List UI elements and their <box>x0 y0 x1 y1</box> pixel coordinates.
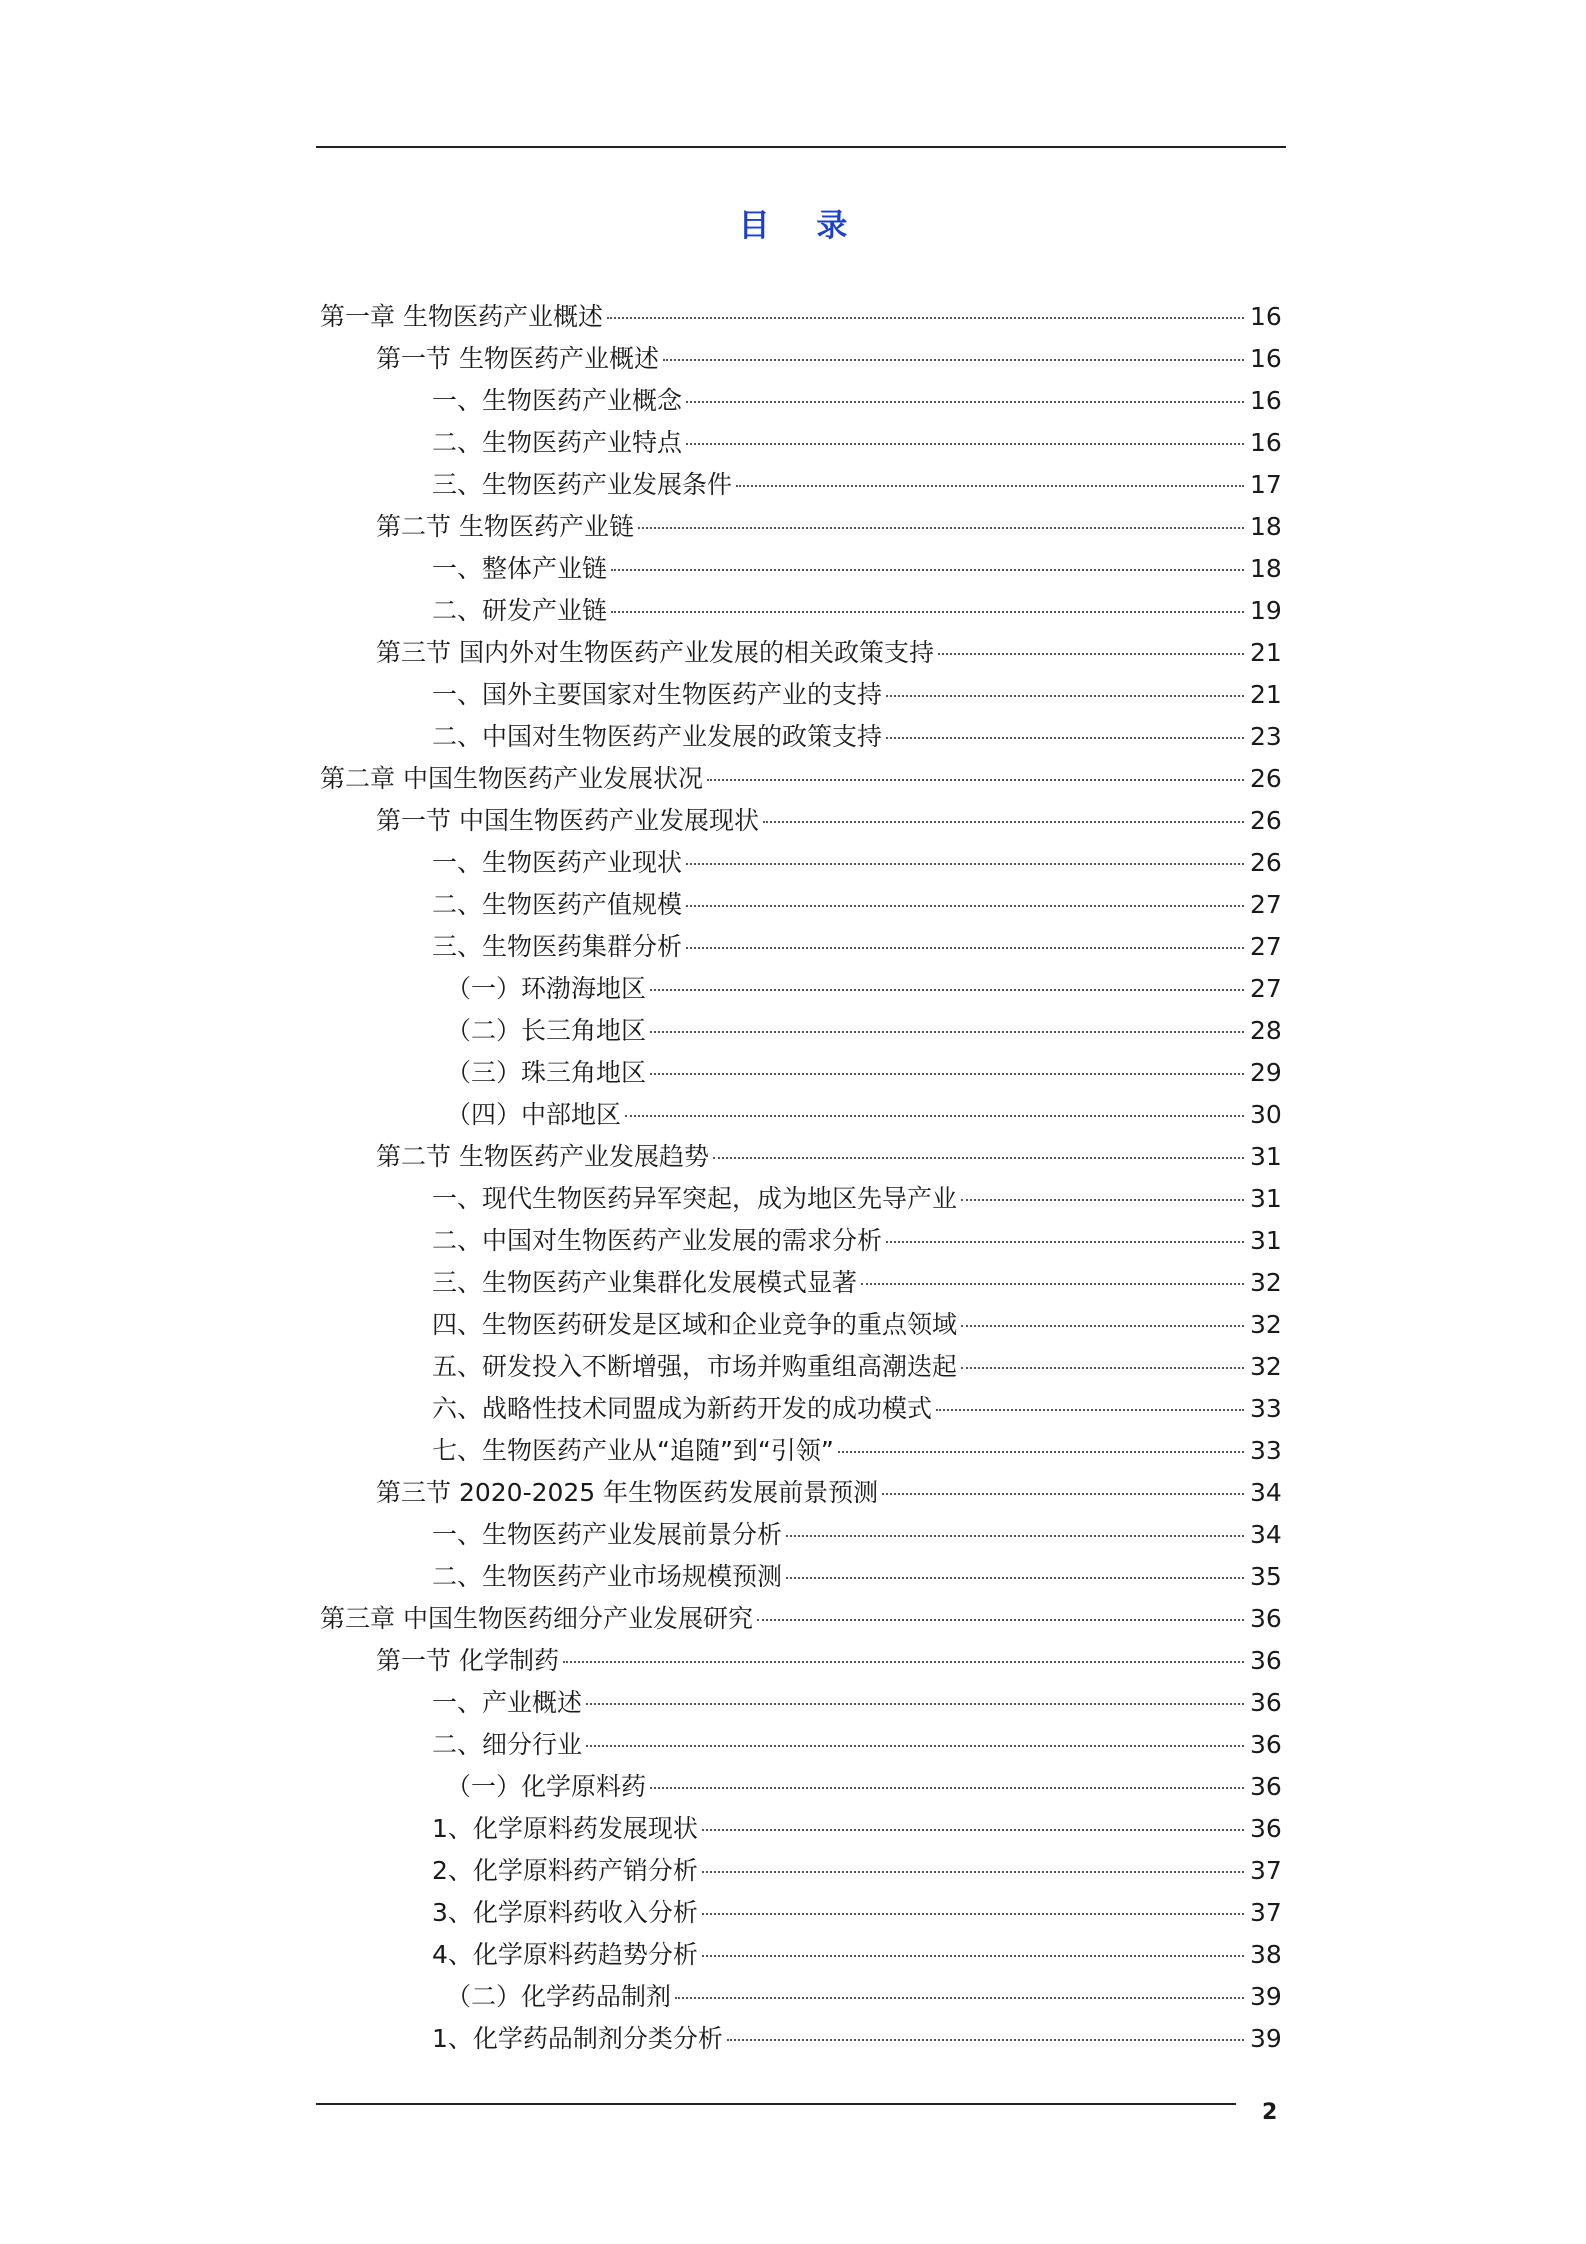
toc-entry-label: 四、生物医药研发是区域和企业竞争的重点领域 <box>432 1310 958 1339</box>
toc-entry-page: 16 <box>1250 302 1282 331</box>
toc-entry[interactable] <box>432 380 1280 422</box>
dot-leader <box>686 947 1244 949</box>
page-title: 目 录 <box>738 208 866 244</box>
toc-entry-page: 36 <box>1250 1730 1282 1759</box>
toc-entry[interactable] <box>320 1598 1280 1640</box>
dot-leader <box>686 863 1244 865</box>
toc-entry-label: 一、现代生物医药异军突起，成为地区先导产业 <box>432 1184 958 1213</box>
toc-entry-page: 33 <box>1250 1394 1282 1423</box>
toc-entry-label: 1、化学原料药发展现状 <box>432 1814 698 1843</box>
toc-entry-page: 37 <box>1250 1856 1282 1885</box>
toc-entry-page: 36 <box>1250 1688 1282 1717</box>
dot-leader <box>686 401 1244 403</box>
toc-entry[interactable] <box>432 1346 1280 1388</box>
toc-entry-page: 18 <box>1250 512 1282 541</box>
toc-entry[interactable] <box>446 1094 1280 1136</box>
dot-leader <box>886 737 1244 739</box>
toc-entry-page: 26 <box>1250 848 1282 877</box>
toc-entry[interactable] <box>432 674 1280 716</box>
toc-entry-page: 32 <box>1250 1352 1282 1381</box>
toc-entry-label: 第二章 中国生物医药产业发展状况 <box>320 764 703 793</box>
toc-entry-page: 38 <box>1250 1940 1282 1969</box>
toc-entry[interactable] <box>432 1430 1280 1472</box>
dot-leader <box>611 569 1244 571</box>
toc-entry-page: 36 <box>1250 1646 1282 1675</box>
toc-entry-page: 32 <box>1250 1310 1282 1339</box>
toc-entry[interactable] <box>432 1556 1280 1598</box>
toc-entry-label: 二、中国对生物医药产业发展的需求分析 <box>432 1226 883 1255</box>
toc-entry-page: 16 <box>1250 386 1282 415</box>
dot-leader <box>650 989 1244 991</box>
dot-leader <box>757 1619 1244 1621</box>
toc-entry-page: 16 <box>1250 428 1282 457</box>
toc-entry-label: 第二节 生物医药产业发展趋势 <box>376 1142 709 1171</box>
toc-entry-page: 39 <box>1250 2024 1282 2053</box>
toc-entry[interactable] <box>320 758 1280 800</box>
toc-entry[interactable] <box>446 968 1280 1010</box>
toc-entry-label: 第一节 中国生物医药产业发展现状 <box>376 806 759 835</box>
toc-entry-label: （二）长三角地区 <box>446 1016 647 1045</box>
toc-entry-page: 26 <box>1250 764 1282 793</box>
toc-entry-label: 七、生物医药产业从“追随”到“引领” <box>432 1436 834 1465</box>
dot-leader <box>936 1409 1244 1411</box>
toc-entry-label: 二、中国对生物医药产业发展的政策支持 <box>432 722 883 751</box>
toc-entry-page: 34 <box>1250 1478 1282 1507</box>
toc-entry-page: 27 <box>1250 890 1282 919</box>
toc-entry[interactable] <box>376 506 1280 548</box>
toc-entry-page: 16 <box>1250 344 1282 373</box>
toc-entry-label: 二、生物医药产业市场规模预测 <box>432 1562 783 1591</box>
dot-leader <box>650 1073 1244 1075</box>
toc-entry-label: 1、化学药品制剂分类分析 <box>432 2024 723 2053</box>
toc-entry[interactable] <box>432 1178 1280 1220</box>
dot-leader <box>702 1955 1244 1957</box>
toc-entry[interactable] <box>432 926 1280 968</box>
dot-leader <box>961 1367 1244 1369</box>
header-rule <box>316 146 1286 148</box>
toc-entry[interactable] <box>432 422 1280 464</box>
dot-leader <box>586 1745 1244 1747</box>
toc-entry[interactable] <box>432 1724 1280 1766</box>
table-of-contents <box>0 296 1586 2060</box>
toc-entry[interactable] <box>432 548 1280 590</box>
toc-entry-label: 三、生物医药产业集群化发展模式显著 <box>432 1268 858 1297</box>
dot-leader <box>586 1703 1244 1705</box>
toc-entry-label: 二、生物医药产值规模 <box>432 890 683 919</box>
toc-entry-label: 二、研发产业链 <box>432 596 608 625</box>
toc-entry-label: 第一章 生物医药产业概述 <box>320 302 603 331</box>
toc-entry[interactable] <box>432 1220 1280 1262</box>
toc-entry-label: 第三节 2020-2025 年生物医药发展前景预测 <box>376 1478 879 1507</box>
toc-entry-page: 29 <box>1250 1058 1282 1087</box>
dot-leader <box>702 1913 1244 1915</box>
dot-leader <box>861 1283 1244 1285</box>
toc-entry-page: 30 <box>1250 1100 1282 1129</box>
dot-leader <box>686 905 1244 907</box>
toc-entry[interactable] <box>446 1052 1280 1094</box>
toc-entry[interactable] <box>376 338 1280 380</box>
toc-entry-page: 35 <box>1250 1562 1282 1591</box>
toc-entry-label: 一、国外主要国家对生物医药产业的支持 <box>432 680 883 709</box>
toc-entry[interactable] <box>320 296 1280 338</box>
toc-entry-page: 27 <box>1250 974 1282 1003</box>
dot-leader <box>607 317 1244 319</box>
page-number: 2 <box>1262 2100 1278 2125</box>
dot-leader <box>650 1031 1244 1033</box>
toc-entry[interactable] <box>432 1808 1280 1850</box>
toc-entry-label: （二）化学药品制剂 <box>446 1982 672 2011</box>
toc-entry[interactable] <box>376 800 1280 842</box>
toc-entry-label: 一、生物医药产业发展前景分析 <box>432 1520 783 1549</box>
toc-entry-label: 一、整体产业链 <box>432 554 608 583</box>
toc-entry-label: 一、产业概述 <box>432 1688 583 1717</box>
dot-leader <box>638 527 1244 529</box>
toc-entry-label: 第三章 中国生物医药细分产业发展研究 <box>320 1604 753 1633</box>
toc-entry[interactable] <box>432 716 1280 758</box>
dot-leader <box>663 359 1244 361</box>
toc-entry-page: 21 <box>1250 680 1282 709</box>
toc-entry-page: 36 <box>1250 1814 1282 1843</box>
toc-entry[interactable] <box>446 1010 1280 1052</box>
toc-entry-page: 31 <box>1250 1184 1282 1213</box>
toc-entry[interactable] <box>432 590 1280 632</box>
toc-entry[interactable] <box>432 464 1280 506</box>
toc-entry[interactable] <box>432 1388 1280 1430</box>
dot-leader <box>886 1241 1244 1243</box>
dot-leader <box>702 1829 1244 1831</box>
toc-entry-label: 3、化学原料药收入分析 <box>432 1898 698 1927</box>
footer-rule <box>316 2103 1236 2105</box>
toc-entry[interactable] <box>432 1892 1280 1934</box>
dot-leader <box>786 1577 1244 1579</box>
dot-leader <box>838 1451 1244 1453</box>
toc-entry[interactable] <box>432 884 1280 926</box>
dot-leader <box>650 1787 1244 1789</box>
dot-leader <box>736 485 1244 487</box>
dot-leader <box>713 1157 1244 1159</box>
dot-leader <box>702 1871 1244 1873</box>
toc-entry-page: 21 <box>1250 638 1282 667</box>
toc-entry[interactable] <box>432 842 1280 884</box>
toc-entry[interactable] <box>432 2018 1280 2060</box>
toc-entry[interactable] <box>376 1136 1280 1178</box>
toc-entry-label: 第二节 生物医药产业链 <box>376 512 634 541</box>
toc-entry-label: 六、战略性技术同盟成为新药开发的成功模式 <box>432 1394 933 1423</box>
toc-entry-label: 第一节 化学制药 <box>376 1646 559 1675</box>
toc-entry-page: 33 <box>1250 1436 1282 1465</box>
dot-leader <box>786 1535 1244 1537</box>
toc-entry-label: 第三节 国内外对生物医药产业发展的相关政策支持 <box>376 638 934 667</box>
toc-entry[interactable] <box>446 1976 1280 2018</box>
toc-entry-page: 23 <box>1250 722 1282 751</box>
toc-entry-label: 三、生物医药集群分析 <box>432 932 683 961</box>
dot-leader <box>675 1997 1244 1999</box>
toc-entry-page: 17 <box>1250 470 1282 499</box>
toc-entry-label: （一）环渤海地区 <box>446 974 647 1003</box>
dot-leader <box>938 653 1244 655</box>
dot-leader <box>882 1493 1244 1495</box>
dot-leader <box>727 2039 1244 2041</box>
toc-entry-label: 第一节 生物医药产业概述 <box>376 344 659 373</box>
toc-entry[interactable] <box>432 1304 1280 1346</box>
toc-entry-page: 19 <box>1250 596 1282 625</box>
toc-entry-page: 26 <box>1250 806 1282 835</box>
toc-entry-page: 39 <box>1250 1982 1282 2011</box>
toc-entry-page: 31 <box>1250 1226 1282 1255</box>
toc-entry[interactable] <box>376 1472 1280 1514</box>
toc-entry-label: （一）化学原料药 <box>446 1772 647 1801</box>
toc-entry-page: 18 <box>1250 554 1282 583</box>
toc-entry-page: 37 <box>1250 1898 1282 1927</box>
toc-entry-label: 一、生物医药产业现状 <box>432 848 683 877</box>
toc-entry-label: 一、生物医药产业概念 <box>432 386 683 415</box>
dot-leader <box>961 1325 1244 1327</box>
toc-entry-page: 28 <box>1250 1016 1282 1045</box>
toc-entry[interactable] <box>376 1640 1280 1682</box>
toc-entry-label: 二、生物医药产业特点 <box>432 428 683 457</box>
dot-leader <box>886 695 1244 697</box>
toc-entry-label: 二、细分行业 <box>432 1730 583 1759</box>
toc-entry-label: 2、化学原料药产销分析 <box>432 1856 698 1885</box>
dot-leader <box>625 1115 1244 1117</box>
toc-entry[interactable] <box>432 1262 1280 1304</box>
dot-leader <box>707 779 1244 781</box>
toc-entry-page: 27 <box>1250 932 1282 961</box>
dot-leader <box>763 821 1244 823</box>
dot-leader <box>563 1661 1244 1663</box>
toc-entry-page: 32 <box>1250 1268 1282 1297</box>
dot-leader <box>686 443 1244 445</box>
toc-entry-page: 31 <box>1250 1142 1282 1171</box>
toc-entry-page: 36 <box>1250 1604 1282 1633</box>
toc-entry-page: 36 <box>1250 1772 1282 1801</box>
toc-entry[interactable] <box>432 1934 1280 1976</box>
toc-entry[interactable] <box>432 1514 1280 1556</box>
toc-entry-label: 三、生物医药产业发展条件 <box>432 470 733 499</box>
toc-entry[interactable] <box>432 1682 1280 1724</box>
toc-entry-page: 34 <box>1250 1520 1282 1549</box>
toc-entry[interactable] <box>446 1766 1280 1808</box>
toc-entry-label: 五、研发投入不断增强，市场并购重组高潮迭起 <box>432 1352 958 1381</box>
dot-leader <box>961 1199 1244 1201</box>
toc-entry-label: （三）珠三角地区 <box>446 1058 647 1087</box>
toc-entry[interactable] <box>376 632 1280 674</box>
toc-entry-label: 4、化学原料药趋势分析 <box>432 1940 698 1969</box>
dot-leader <box>611 611 1244 613</box>
toc-entry-label: （四）中部地区 <box>446 1100 622 1129</box>
toc-entry[interactable] <box>432 1850 1280 1892</box>
